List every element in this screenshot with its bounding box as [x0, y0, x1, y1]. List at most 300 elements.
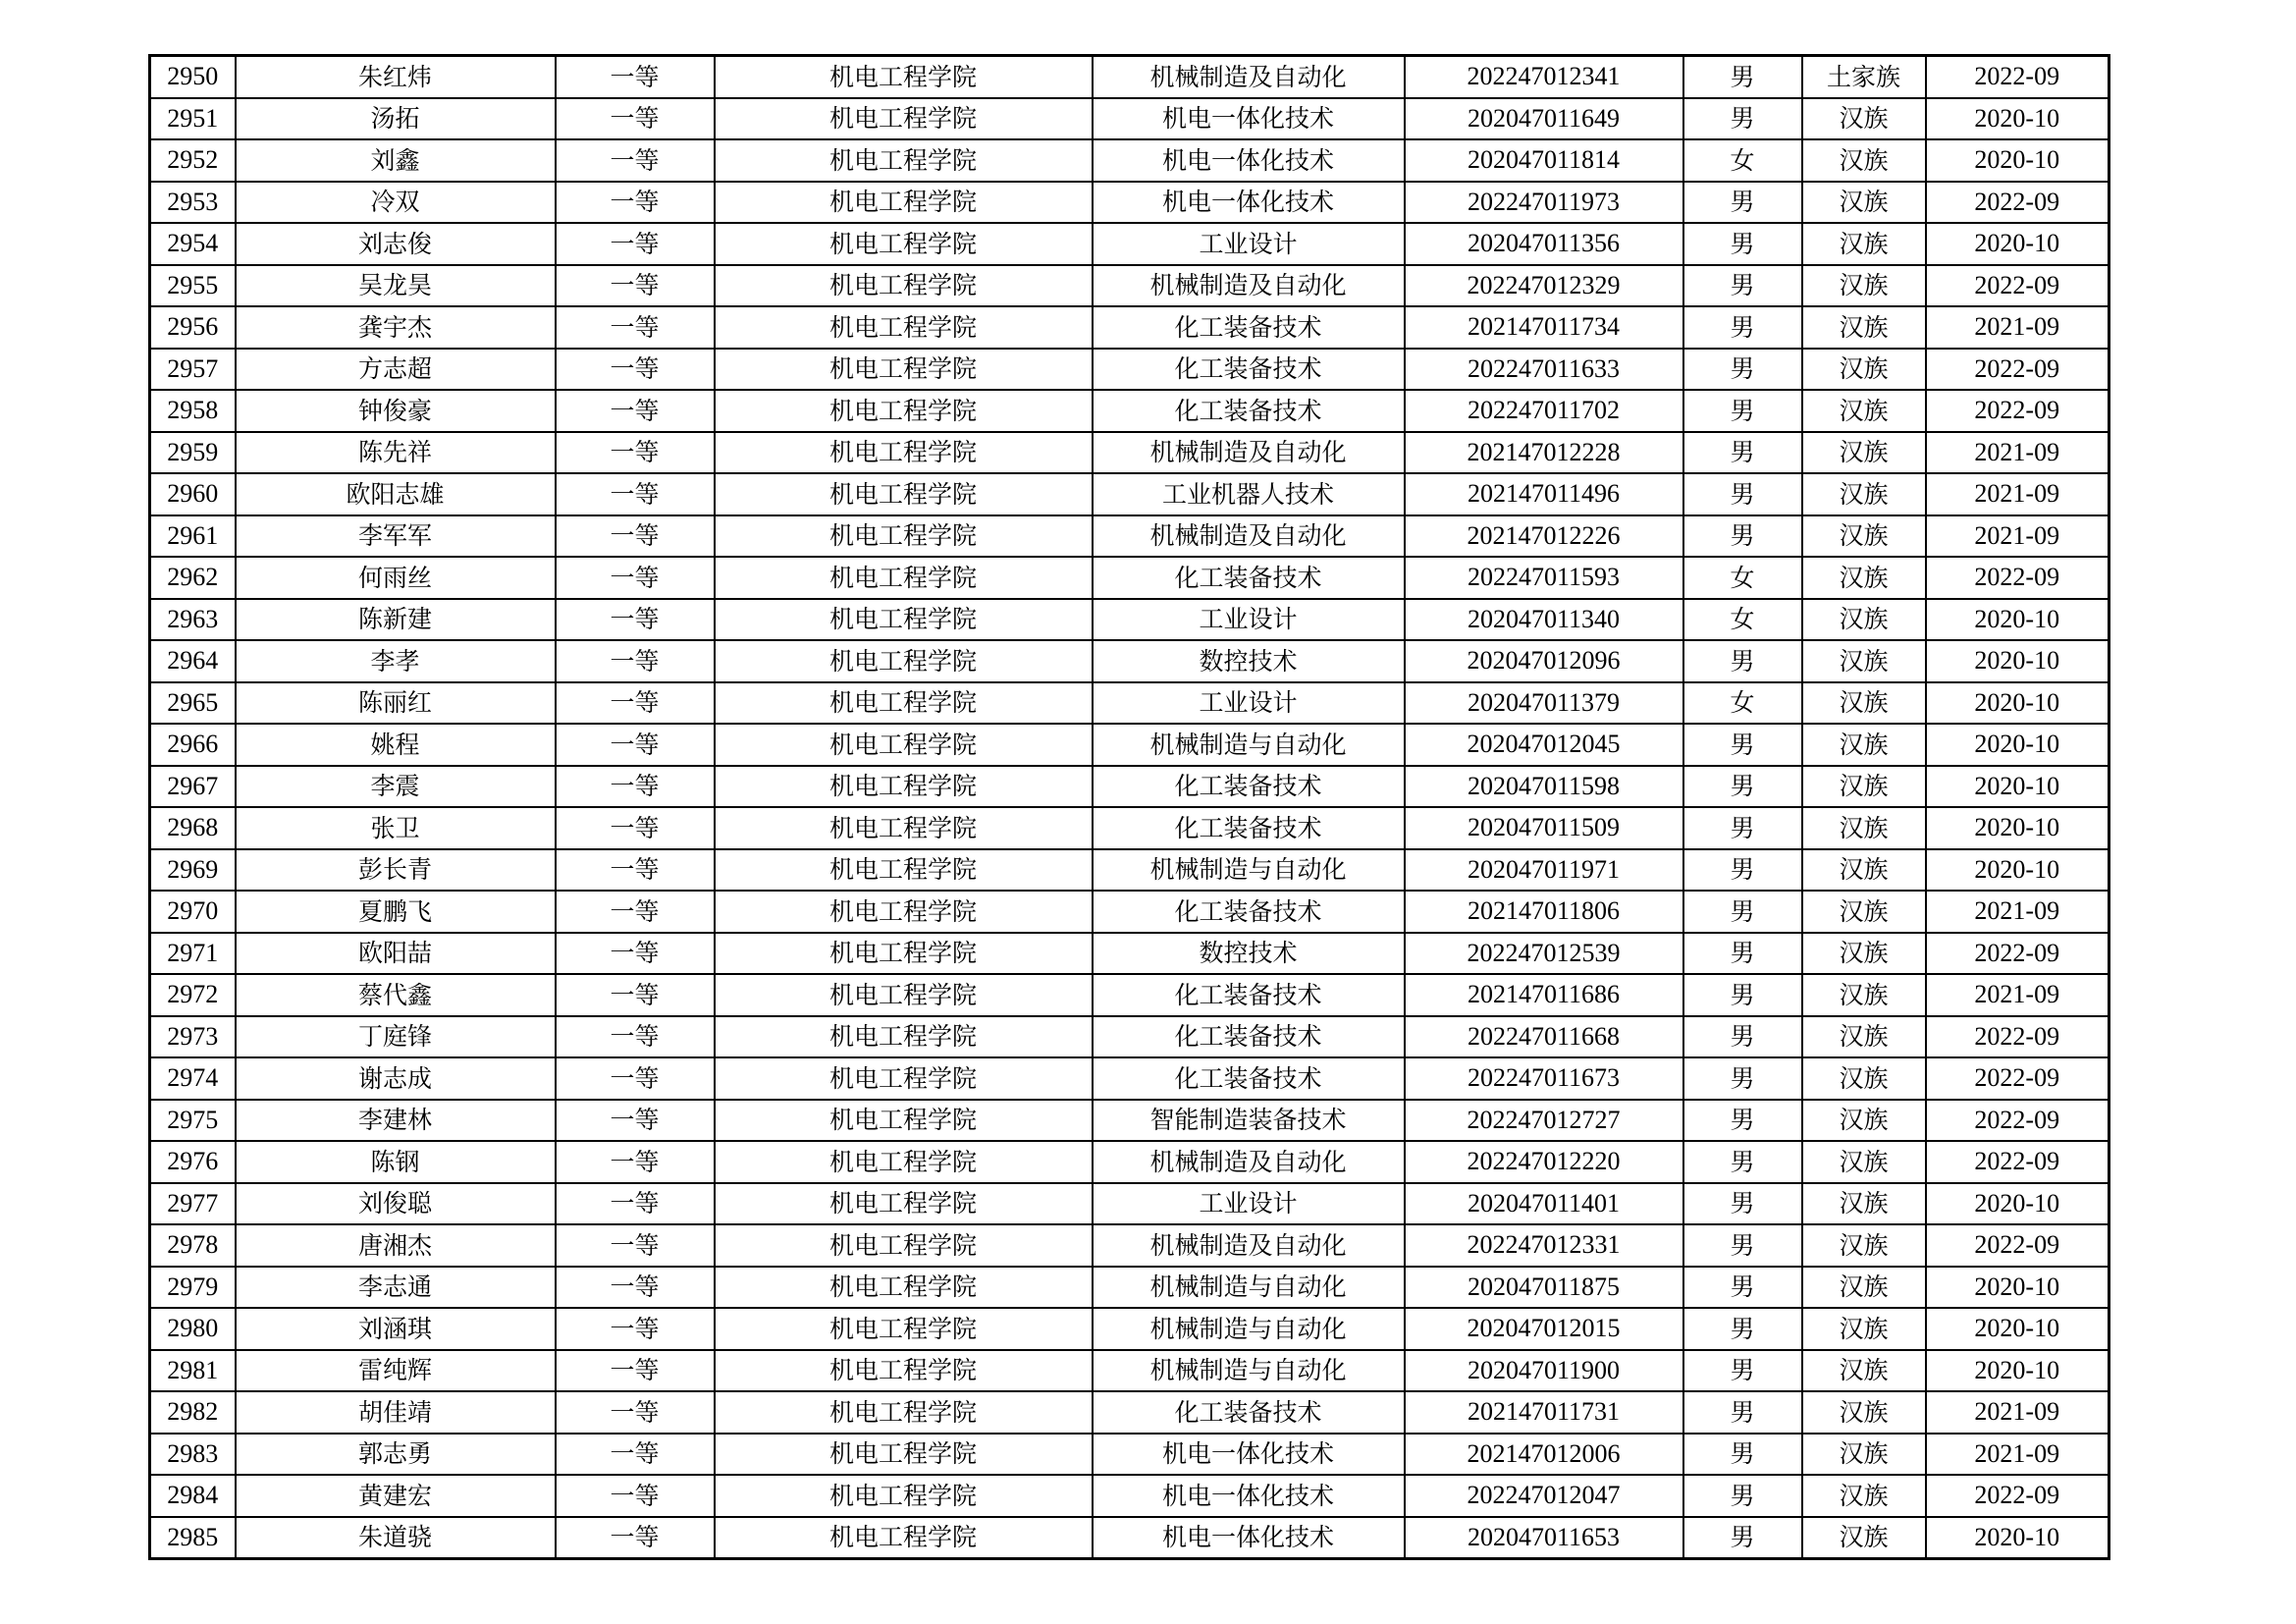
ethnicity-cell: 汉族 — [1802, 599, 1926, 641]
major-cell: 机械制造与自动化 — [1093, 1308, 1405, 1350]
college-cell: 机电工程学院 — [715, 223, 1093, 265]
ethnicity-cell: 汉族 — [1802, 473, 1926, 515]
student-id-cell: 202047011509 — [1405, 807, 1683, 849]
table-row — [150, 682, 2109, 725]
row-number-cell: 2954 — [150, 223, 236, 265]
roster-table — [148, 54, 2110, 1560]
ethnicity-cell: 汉族 — [1802, 98, 1926, 140]
major-cell: 机械制造及自动化 — [1093, 265, 1405, 307]
student-name-cell: 李建林 — [236, 1100, 556, 1142]
ethnicity-cell: 汉族 — [1802, 682, 1926, 725]
ethnicity-cell: 汉族 — [1802, 1517, 1926, 1559]
award-level-cell: 一等 — [556, 1475, 715, 1517]
student-id-cell: 202247012341 — [1405, 56, 1683, 98]
award-level-cell: 一等 — [556, 640, 715, 682]
gender-cell: 男 — [1683, 98, 1802, 140]
ethnicity-cell: 汉族 — [1802, 807, 1926, 849]
student-name-cell: 刘鑫 — [236, 139, 556, 182]
table-row — [150, 139, 2109, 182]
ethnicity-cell: 汉族 — [1802, 432, 1926, 474]
student-name-cell: 何雨丝 — [236, 557, 556, 599]
college-cell: 机电工程学院 — [715, 1183, 1093, 1225]
college-cell: 机电工程学院 — [715, 682, 1093, 725]
student-id-cell: 202147011686 — [1405, 974, 1683, 1016]
ethnicity-cell: 汉族 — [1802, 557, 1926, 599]
ethnicity-cell: 汉族 — [1802, 1350, 1926, 1392]
row-number-cell: 2976 — [150, 1141, 236, 1183]
student-name-cell: 刘志俊 — [236, 223, 556, 265]
row-number-cell: 2978 — [150, 1224, 236, 1267]
gender-cell: 男 — [1683, 1350, 1802, 1392]
major-cell: 机电一体化技术 — [1093, 98, 1405, 140]
row-number-cell: 2982 — [150, 1391, 236, 1434]
gender-cell: 男 — [1683, 766, 1802, 808]
gender-cell: 女 — [1683, 139, 1802, 182]
student-name-cell: 蔡代鑫 — [236, 974, 556, 1016]
row-number-cell: 2952 — [150, 139, 236, 182]
major-cell: 化工装备技术 — [1093, 390, 1405, 432]
student-id-cell: 202047011379 — [1405, 682, 1683, 725]
college-cell: 机电工程学院 — [715, 98, 1093, 140]
ethnicity-cell: 汉族 — [1802, 974, 1926, 1016]
award-level-cell: 一等 — [556, 223, 715, 265]
enrollment-date-cell: 2021-09 — [1926, 473, 2109, 515]
enrollment-date-cell: 2021-09 — [1926, 891, 2109, 933]
college-cell: 机电工程学院 — [715, 1016, 1093, 1058]
college-cell: 机电工程学院 — [715, 849, 1093, 892]
enrollment-date-cell: 2020-10 — [1926, 724, 2109, 766]
student-name-cell: 雷纯辉 — [236, 1350, 556, 1392]
enrollment-date-cell: 2021-09 — [1926, 432, 2109, 474]
row-number-cell: 2953 — [150, 182, 236, 224]
major-cell: 智能制造装备技术 — [1093, 1100, 1405, 1142]
college-cell: 机电工程学院 — [715, 766, 1093, 808]
row-number-cell: 2969 — [150, 849, 236, 892]
ethnicity-cell: 汉族 — [1802, 1100, 1926, 1142]
award-level-cell: 一等 — [556, 891, 715, 933]
award-level-cell: 一等 — [556, 432, 715, 474]
enrollment-date-cell: 2020-10 — [1926, 682, 2109, 725]
row-number-cell: 2965 — [150, 682, 236, 725]
student-id-cell: 202047011875 — [1405, 1267, 1683, 1309]
student-id-cell: 202247012727 — [1405, 1100, 1683, 1142]
row-number-cell: 2977 — [150, 1183, 236, 1225]
student-name-cell: 夏鹏飞 — [236, 891, 556, 933]
student-name-cell: 黄建宏 — [236, 1475, 556, 1517]
major-cell: 机电一体化技术 — [1093, 182, 1405, 224]
college-cell: 机电工程学院 — [715, 306, 1093, 349]
table-row — [150, 807, 2109, 849]
student-id-cell: 202047011649 — [1405, 98, 1683, 140]
student-name-cell: 朱道骁 — [236, 1517, 556, 1559]
major-cell: 机电一体化技术 — [1093, 1517, 1405, 1559]
major-cell: 化工装备技术 — [1093, 1057, 1405, 1100]
student-id-cell: 202047011598 — [1405, 766, 1683, 808]
award-level-cell: 一等 — [556, 766, 715, 808]
row-number-cell: 2973 — [150, 1016, 236, 1058]
award-level-cell: 一等 — [556, 849, 715, 892]
ethnicity-cell: 汉族 — [1802, 640, 1926, 682]
major-cell: 机械制造及自动化 — [1093, 515, 1405, 558]
row-number-cell: 2980 — [150, 1308, 236, 1350]
student-id-cell: 202047011971 — [1405, 849, 1683, 892]
student-name-cell: 陈新建 — [236, 599, 556, 641]
table-row — [150, 1391, 2109, 1434]
college-cell: 机电工程学院 — [715, 1475, 1093, 1517]
student-name-cell: 龚宇杰 — [236, 306, 556, 349]
gender-cell: 男 — [1683, 974, 1802, 1016]
award-level-cell: 一等 — [556, 1308, 715, 1350]
table-row — [150, 306, 2109, 349]
enrollment-date-cell: 2022-09 — [1926, 933, 2109, 975]
row-number-cell: 2950 — [150, 56, 236, 98]
major-cell: 化工装备技术 — [1093, 807, 1405, 849]
table-row — [150, 849, 2109, 892]
enrollment-date-cell: 2021-09 — [1926, 306, 2109, 349]
enrollment-date-cell: 2020-10 — [1926, 139, 2109, 182]
enrollment-date-cell: 2022-09 — [1926, 1057, 2109, 1100]
gender-cell: 男 — [1683, 349, 1802, 391]
student-id-cell: 202247011702 — [1405, 390, 1683, 432]
enrollment-date-cell: 2020-10 — [1926, 1183, 2109, 1225]
award-level-cell: 一等 — [556, 473, 715, 515]
student-name-cell: 李志通 — [236, 1267, 556, 1309]
student-name-cell: 刘涵琪 — [236, 1308, 556, 1350]
enrollment-date-cell: 2022-09 — [1926, 1016, 2109, 1058]
row-number-cell: 2967 — [150, 766, 236, 808]
major-cell: 机电一体化技术 — [1093, 1475, 1405, 1517]
college-cell: 机电工程学院 — [715, 933, 1093, 975]
award-level-cell: 一等 — [556, 1100, 715, 1142]
major-cell: 工业设计 — [1093, 1183, 1405, 1225]
student-id-cell: 202147011734 — [1405, 306, 1683, 349]
student-id-cell: 202247011593 — [1405, 557, 1683, 599]
ethnicity-cell: 汉族 — [1802, 306, 1926, 349]
table-row — [150, 891, 2109, 933]
student-id-cell: 202247011668 — [1405, 1016, 1683, 1058]
student-id-cell: 202247012220 — [1405, 1141, 1683, 1183]
major-cell: 化工装备技术 — [1093, 766, 1405, 808]
award-level-cell: 一等 — [556, 1016, 715, 1058]
award-level-cell: 一等 — [556, 515, 715, 558]
gender-cell: 男 — [1683, 1517, 1802, 1559]
gender-cell: 男 — [1683, 1267, 1802, 1309]
ethnicity-cell: 汉族 — [1802, 390, 1926, 432]
enrollment-date-cell: 2022-09 — [1926, 557, 2109, 599]
major-cell: 机电一体化技术 — [1093, 139, 1405, 182]
enrollment-date-cell: 2020-10 — [1926, 766, 2109, 808]
table-row — [150, 515, 2109, 558]
college-cell: 机电工程学院 — [715, 1391, 1093, 1434]
college-cell: 机电工程学院 — [715, 390, 1093, 432]
student-id-cell: 202047012045 — [1405, 724, 1683, 766]
row-number-cell: 2961 — [150, 515, 236, 558]
gender-cell: 男 — [1683, 849, 1802, 892]
student-name-cell: 张卫 — [236, 807, 556, 849]
gender-cell: 男 — [1683, 1475, 1802, 1517]
award-level-cell: 一等 — [556, 974, 715, 1016]
enrollment-date-cell: 2021-09 — [1926, 1391, 2109, 1434]
table-row — [150, 98, 2109, 140]
award-level-cell: 一等 — [556, 933, 715, 975]
gender-cell: 女 — [1683, 557, 1802, 599]
student-id-cell: 202247012331 — [1405, 1224, 1683, 1267]
student-id-cell: 202047011340 — [1405, 599, 1683, 641]
ethnicity-cell: 汉族 — [1802, 724, 1926, 766]
college-cell: 机电工程学院 — [715, 1100, 1093, 1142]
table-row — [150, 933, 2109, 975]
enrollment-date-cell: 2021-09 — [1926, 1434, 2109, 1476]
enrollment-date-cell: 2020-10 — [1926, 599, 2109, 641]
major-cell: 机械制造与自动化 — [1093, 849, 1405, 892]
award-level-cell: 一等 — [556, 1141, 715, 1183]
table-row — [150, 766, 2109, 808]
row-number-cell: 2959 — [150, 432, 236, 474]
row-number-cell: 2968 — [150, 807, 236, 849]
ethnicity-cell: 汉族 — [1802, 1391, 1926, 1434]
major-cell: 化工装备技术 — [1093, 1016, 1405, 1058]
enrollment-date-cell: 2020-10 — [1926, 807, 2109, 849]
ethnicity-cell: 汉族 — [1802, 182, 1926, 224]
student-id-cell: 202047011814 — [1405, 139, 1683, 182]
award-level-cell: 一等 — [556, 182, 715, 224]
college-cell: 机电工程学院 — [715, 599, 1093, 641]
ethnicity-cell: 汉族 — [1802, 766, 1926, 808]
row-number-cell: 2963 — [150, 599, 236, 641]
major-cell: 化工装备技术 — [1093, 349, 1405, 391]
student-id-cell: 202247011673 — [1405, 1057, 1683, 1100]
college-cell: 机电工程学院 — [715, 974, 1093, 1016]
row-number-cell: 2975 — [150, 1100, 236, 1142]
student-name-cell: 陈先祥 — [236, 432, 556, 474]
student-name-cell: 汤拓 — [236, 98, 556, 140]
award-level-cell: 一等 — [556, 1350, 715, 1392]
table-row — [150, 974, 2109, 1016]
table-row — [150, 349, 2109, 391]
enrollment-date-cell: 2022-09 — [1926, 1224, 2109, 1267]
student-id-cell: 202047011900 — [1405, 1350, 1683, 1392]
major-cell: 工业设计 — [1093, 599, 1405, 641]
award-level-cell: 一等 — [556, 1057, 715, 1100]
major-cell: 机械制造及自动化 — [1093, 1141, 1405, 1183]
ethnicity-cell: 汉族 — [1802, 1267, 1926, 1309]
student-id-cell: 202147012226 — [1405, 515, 1683, 558]
award-level-cell: 一等 — [556, 306, 715, 349]
table-row — [150, 1517, 2109, 1559]
gender-cell: 男 — [1683, 1016, 1802, 1058]
table-row — [150, 557, 2109, 599]
ethnicity-cell: 汉族 — [1802, 1183, 1926, 1225]
gender-cell: 男 — [1683, 56, 1802, 98]
row-number-cell: 2966 — [150, 724, 236, 766]
award-level-cell: 一等 — [556, 390, 715, 432]
row-number-cell: 2962 — [150, 557, 236, 599]
row-number-cell: 2958 — [150, 390, 236, 432]
table-row — [150, 1100, 2109, 1142]
college-cell: 机电工程学院 — [715, 724, 1093, 766]
gender-cell: 男 — [1683, 1391, 1802, 1434]
student-name-cell: 吴龙昊 — [236, 265, 556, 307]
gender-cell: 男 — [1683, 1100, 1802, 1142]
table-row — [150, 223, 2109, 265]
gender-cell: 男 — [1683, 265, 1802, 307]
ethnicity-cell: 汉族 — [1802, 1141, 1926, 1183]
major-cell: 工业设计 — [1093, 223, 1405, 265]
gender-cell: 男 — [1683, 640, 1802, 682]
table-row — [150, 432, 2109, 474]
college-cell: 机电工程学院 — [715, 807, 1093, 849]
student-name-cell: 刘俊聪 — [236, 1183, 556, 1225]
ethnicity-cell: 汉族 — [1802, 1475, 1926, 1517]
gender-cell: 男 — [1683, 473, 1802, 515]
table-row — [150, 640, 2109, 682]
student-name-cell: 唐湘杰 — [236, 1224, 556, 1267]
gender-cell: 男 — [1683, 223, 1802, 265]
table-row — [150, 1016, 2109, 1058]
student-id-cell: 202247012539 — [1405, 933, 1683, 975]
enrollment-date-cell: 2022-09 — [1926, 390, 2109, 432]
student-name-cell: 郭志勇 — [236, 1434, 556, 1476]
ethnicity-cell: 汉族 — [1802, 139, 1926, 182]
gender-cell: 男 — [1683, 306, 1802, 349]
table-row — [150, 56, 2109, 98]
student-name-cell: 冷双 — [236, 182, 556, 224]
major-cell: 化工装备技术 — [1093, 974, 1405, 1016]
enrollment-date-cell: 2021-09 — [1926, 515, 2109, 558]
award-level-cell: 一等 — [556, 1517, 715, 1559]
student-id-cell: 202147012006 — [1405, 1434, 1683, 1476]
roster-sheet — [148, 54, 2108, 1560]
table-row — [150, 1308, 2109, 1350]
ethnicity-cell: 汉族 — [1802, 849, 1926, 892]
major-cell: 化工装备技术 — [1093, 891, 1405, 933]
student-name-cell: 谢志成 — [236, 1057, 556, 1100]
student-name-cell: 陈丽红 — [236, 682, 556, 725]
ethnicity-cell: 汉族 — [1802, 1308, 1926, 1350]
student-name-cell: 彭长青 — [236, 849, 556, 892]
ethnicity-cell: 汉族 — [1802, 349, 1926, 391]
student-name-cell: 欧阳喆 — [236, 933, 556, 975]
award-level-cell: 一等 — [556, 807, 715, 849]
award-level-cell: 一等 — [556, 1183, 715, 1225]
ethnicity-cell: 汉族 — [1802, 1224, 1926, 1267]
ethnicity-cell: 汉族 — [1802, 933, 1926, 975]
college-cell: 机电工程学院 — [715, 1224, 1093, 1267]
enrollment-date-cell: 2022-09 — [1926, 1475, 2109, 1517]
gender-cell: 男 — [1683, 807, 1802, 849]
college-cell: 机电工程学院 — [715, 432, 1093, 474]
student-name-cell: 方志超 — [236, 349, 556, 391]
table-row — [150, 1267, 2109, 1309]
enrollment-date-cell: 2020-10 — [1926, 1267, 2109, 1309]
enrollment-date-cell: 2022-09 — [1926, 182, 2109, 224]
college-cell: 机电工程学院 — [715, 557, 1093, 599]
ethnicity-cell: 汉族 — [1802, 265, 1926, 307]
enrollment-date-cell: 2020-10 — [1926, 849, 2109, 892]
award-level-cell: 一等 — [556, 1267, 715, 1309]
award-level-cell: 一等 — [556, 349, 715, 391]
student-id-cell: 202247012329 — [1405, 265, 1683, 307]
student-id-cell: 202247012047 — [1405, 1475, 1683, 1517]
roster-body — [150, 56, 2109, 1559]
enrollment-date-cell: 2020-10 — [1926, 640, 2109, 682]
major-cell: 机械制造与自动化 — [1093, 1350, 1405, 1392]
college-cell: 机电工程学院 — [715, 265, 1093, 307]
ethnicity-cell: 汉族 — [1802, 1057, 1926, 1100]
college-cell: 机电工程学院 — [715, 1267, 1093, 1309]
award-level-cell: 一等 — [556, 682, 715, 725]
gender-cell: 男 — [1683, 1224, 1802, 1267]
enrollment-date-cell: 2020-10 — [1926, 1308, 2109, 1350]
enrollment-date-cell: 2020-10 — [1926, 1517, 2109, 1559]
college-cell: 机电工程学院 — [715, 1057, 1093, 1100]
gender-cell: 男 — [1683, 1434, 1802, 1476]
student-id-cell: 202147011496 — [1405, 473, 1683, 515]
award-level-cell: 一等 — [556, 557, 715, 599]
ethnicity-cell: 土家族 — [1802, 56, 1926, 98]
student-id-cell: 202247011973 — [1405, 182, 1683, 224]
college-cell: 机电工程学院 — [715, 1434, 1093, 1476]
ethnicity-cell: 汉族 — [1802, 223, 1926, 265]
student-id-cell: 202147011731 — [1405, 1391, 1683, 1434]
student-id-cell: 202247011633 — [1405, 349, 1683, 391]
student-name-cell: 丁庭锋 — [236, 1016, 556, 1058]
row-number-cell: 2974 — [150, 1057, 236, 1100]
enrollment-date-cell: 2022-09 — [1926, 56, 2109, 98]
enrollment-date-cell: 2022-09 — [1926, 349, 2109, 391]
table-row — [150, 1057, 2109, 1100]
college-cell: 机电工程学院 — [715, 473, 1093, 515]
college-cell: 机电工程学院 — [715, 56, 1093, 98]
table-row — [150, 265, 2109, 307]
ethnicity-cell: 汉族 — [1802, 515, 1926, 558]
award-level-cell: 一等 — [556, 1224, 715, 1267]
row-number-cell: 2970 — [150, 891, 236, 933]
enrollment-date-cell: 2021-09 — [1926, 974, 2109, 1016]
student-id-cell: 202047012096 — [1405, 640, 1683, 682]
award-level-cell: 一等 — [556, 56, 715, 98]
gender-cell: 男 — [1683, 1057, 1802, 1100]
major-cell: 数控技术 — [1093, 933, 1405, 975]
table-row — [150, 724, 2109, 766]
table-row — [150, 1183, 2109, 1225]
student-name-cell: 李震 — [236, 766, 556, 808]
enrollment-date-cell: 2020-10 — [1926, 1350, 2109, 1392]
gender-cell: 男 — [1683, 515, 1802, 558]
gender-cell: 男 — [1683, 182, 1802, 224]
major-cell: 机电一体化技术 — [1093, 1434, 1405, 1476]
row-number-cell: 2964 — [150, 640, 236, 682]
college-cell: 机电工程学院 — [715, 1141, 1093, 1183]
award-level-cell: 一等 — [556, 265, 715, 307]
major-cell: 化工装备技术 — [1093, 557, 1405, 599]
row-number-cell: 2983 — [150, 1434, 236, 1476]
award-level-cell: 一等 — [556, 599, 715, 641]
college-cell: 机电工程学院 — [715, 1517, 1093, 1559]
student-id-cell: 202047011356 — [1405, 223, 1683, 265]
award-level-cell: 一等 — [556, 1434, 715, 1476]
award-level-cell: 一等 — [556, 139, 715, 182]
gender-cell: 男 — [1683, 1141, 1802, 1183]
college-cell: 机电工程学院 — [715, 1308, 1093, 1350]
award-level-cell: 一等 — [556, 1391, 715, 1434]
table-row — [150, 1141, 2109, 1183]
major-cell: 机械制造与自动化 — [1093, 1267, 1405, 1309]
gender-cell: 男 — [1683, 724, 1802, 766]
college-cell: 机电工程学院 — [715, 515, 1093, 558]
student-name-cell: 陈钢 — [236, 1141, 556, 1183]
award-level-cell: 一等 — [556, 724, 715, 766]
